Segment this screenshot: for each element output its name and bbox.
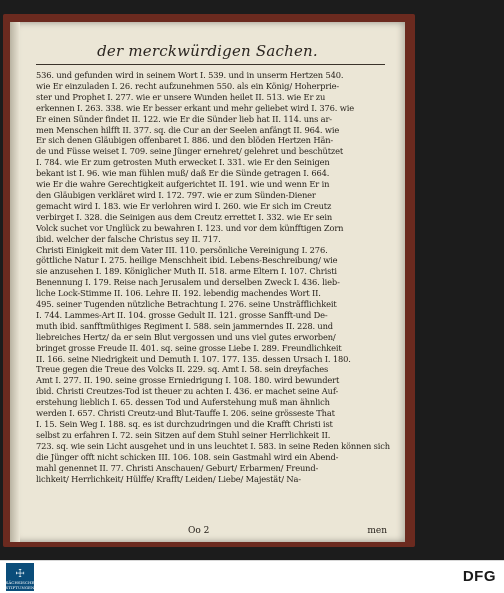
text-line: bekant ist I. 96. wie man fühlen muß/ daß Er die Sünde getragen I. 664. (36, 168, 330, 179)
page-footer (36, 526, 391, 538)
catchword: men (367, 526, 387, 536)
text-line: Benennung I. 179. Reise nach Jerusalem und derselben Zweck I. 436. lieb- (36, 277, 340, 288)
text-line: Amt I. 277. II. 190. seine grosse Erniedrigung I. 108. 180. wird bewundert (36, 375, 340, 386)
francke-foundations-logo[interactable] (6, 563, 34, 591)
text-line: mahl genennet II. 77. Christi Anschauen/ Geburt/ Erbarmen/ Freund- (36, 462, 319, 473)
dfg-logo[interactable]: DFG (462, 568, 496, 585)
text-line: men Menschen hilfft II. 377. sq. die Cur an der Seelen anfängt II. 964. wie (36, 124, 340, 135)
text-line: de und Füsse weiset I. 709. seine Jünger ernehret/ gelehret und beschützet (36, 146, 344, 157)
running-header: der merckwürdigen Sachen. (97, 42, 318, 60)
text-line: Volck suchet vor Unglück zu bewahren I. 123. und vor dem künfftigen Zorn (36, 222, 344, 233)
text-line: Christi Einigkeit mit dem Vater III. 110. persönliche Vereinigung I. 276. (36, 244, 328, 255)
text-line: 723. sq. wie sein Licht ausgehet und in uns leuchtet I. 583. in seine Reden können sich (36, 440, 390, 451)
logo-left-text: SÄCHSISCHE STIFTUNGEN (5, 580, 35, 590)
text-line: erkennen I. 263. 338. wie Er besser erkant und mehr geliebet wird I. 376. wie (36, 102, 354, 113)
text-line: I. 784. wie Er zum getrosten Muth erwecket I. 331. wie Er den Seinigen (36, 157, 330, 168)
text-line: werden I. 657. Christi Creutz-und Blut-Tauffe I. 206. seine grösseste That (36, 408, 335, 419)
text-line: Treue gegen die Treue des Volcks II. 229. sq. Amt I. 58. sein dreyfaches (36, 364, 329, 375)
text-line: ster und Prophet I. 277. wie er unsere Wunden heilet II. 513. wie Er zu (36, 91, 326, 102)
text-line: Er sich denen Gläubigen offenbaret I. 886. und den blöden Hertzen Hän- (36, 135, 334, 146)
text-line: 536. und gefunden wird in seinem Wort I. 539. und in unserm Hertzen 540. (36, 70, 344, 80)
text-line: II. 166. seine Niedrigkeit und Demuth I. 107. 177. 135. dessen Ursach I. 180. (36, 353, 351, 364)
text-line: gemacht wird I. 183. wie Er verlohren wird I. 260. wie Er sich im Creutz (36, 200, 332, 211)
page-gutter (10, 22, 20, 542)
text-line: göttliche Natur I. 275. heilige Menschheit ibid. Lebens-Beschreibung/ wie (36, 255, 338, 266)
text-line: liche Lock-Stimme II. 106. Lehre II. 192. lebendig machendes Wort II. (36, 288, 321, 299)
text-line: I. 744. Lammes-Art II. 104. grosse Gedult II. 121. grosse Sanfft-und De- (36, 309, 328, 320)
text-line: verbirget I. 328. die Seinigen aus dem Creutz errettet I. 332. wie Er sein (36, 211, 333, 222)
text-line: lichkeit/ Herrlichkeit/ Hülffe/ Krafft/ Leiden/ Liebe/ Majestät/ Na- (36, 473, 301, 484)
index-text-block (36, 70, 391, 484)
text-line: ibid. Christi Creutzes-Tod ist theuer zu achten I. 436. er machet seine Auf- (36, 386, 339, 397)
text-line: sie anzusehen I. 189. Königlicher Muth II. 518. arme Eltern I. 107. Christi (36, 266, 337, 277)
text-line: Er einen Sünder findet II. 122. wie Er die Sünder lieb hat II. 114. uns ar- (36, 113, 332, 124)
text-line: den Gläubigen verkläret wird I. 172. 797. wie er zum Sünden-Diener (36, 189, 316, 200)
header-rule (36, 64, 385, 65)
text-line: wie Er einzuladen I. 26. recht aufzunehmen 550. als ein König/ Hoherprie- (36, 80, 340, 91)
text-line: liebreiches Hertz/ da er sein Blut vergossen und uns viel gutes erworben/ (36, 331, 336, 342)
footer-bar (0, 560, 504, 593)
text-line: wie Er die wahre Gerechtigkeit aufgerichtet II. 191. wie und wenn Er in (36, 179, 330, 190)
book-page (10, 22, 405, 542)
text-line: ibid. welcher der falsche Christus sey II. 717. (36, 233, 221, 244)
text-line: 495. seiner Tugenden nützliche Betrachtung I. 276. seine Unsträfflichkeit (36, 299, 337, 310)
text-line: die Jünger offt nicht schicken III. 106. 108. sein Gastmahl wird ein Abend- (36, 451, 339, 462)
text-line: I. 15. Sein Weg I. 188. sq. es ist durchzudringen und die Krafft Christi ist (36, 419, 333, 429)
signature-mark: Oo 2 (188, 526, 210, 536)
foundation-emblem-icon: ☩ (15, 567, 25, 580)
text-line: selbst zu erfahren I. 72. sein Sitzen auf dem Stuhl seiner Herrlichkeit II. (36, 429, 331, 440)
text-line: muth ibid. sanfftmüthiges Regiment I. 588. sein jammerndes II. 228. und (36, 320, 333, 331)
text-line: bringet grosse Freude II. 401. sq. seine grosse Liebe I. 289. Freundlichkeit (36, 342, 342, 353)
text-line: erstehung lieblich I. 65. dessen Tod und Auferstehung muß man ähnlich (36, 397, 330, 408)
